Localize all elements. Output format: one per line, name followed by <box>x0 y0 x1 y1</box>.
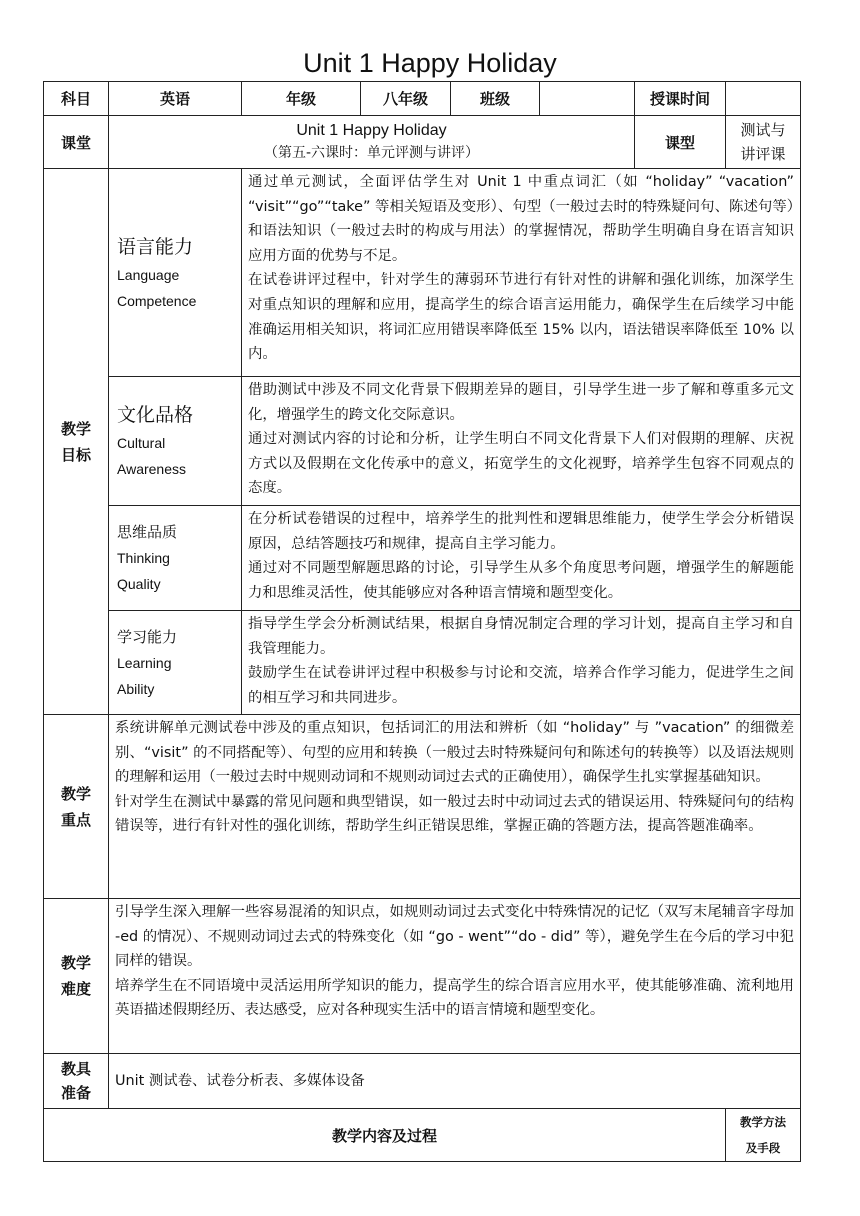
thinking-en1: Thinking <box>117 550 170 566</box>
header-row <box>44 82 801 116</box>
key-points-label-line1: 教学 <box>60 784 91 803</box>
learning-en2: Ability <box>117 680 155 697</box>
tools-label-line1: 教具 <box>60 1060 91 1078</box>
language-en1: Language <box>117 266 180 283</box>
difficulties-content <box>109 899 801 1054</box>
tools-value: Unit 测试卷、试卷分析表、多媒体设备 <box>109 1054 801 1109</box>
thinking-paragraph-1: 在分析试卷错误的过程中，培养学生的批判性和逻辑思维能力，使学生学会分析错误原因，总结答题技巧和规律，提高自主学习能力。 <box>248 511 794 552</box>
language-en2: Competence <box>117 292 197 309</box>
objective-thinking-row <box>44 506 801 611</box>
culture-paragraph-2: 通过对测试内容的讨论和分析，让学生明白不同文化背景下人们对假期的理解、庆祝方式以及假期在文化传承中的意义，拓宽学生的文化视野，培养学生包容不同观点的态度。 <box>248 431 794 497</box>
key-points-paragraph-2: 针对学生在测试中暴露的常见问题和典型错误，如一般过去时中动词过去式的错误运用、特殊疑问句的结构错误等，进行有针对性的强化训练，帮助学生纠正错误思维，掌握正确的答题方法，提高答题准确率。 <box>115 793 794 835</box>
culture-content <box>242 377 801 506</box>
time-label: 授课时间 <box>635 82 726 116</box>
learning-paragraph-2: 鼓励学生在试卷讲评过程中积极参与讨论和交流，培养合作学习能力，促进学生之间的相互学习和共同进步。 <box>248 665 794 706</box>
lesson-title-cell <box>109 116 635 169</box>
document-title: Unit 1 Happy Holiday <box>303 48 557 78</box>
objectives-label-line2: 目标 <box>60 445 91 464</box>
key-points-label <box>44 715 109 899</box>
difficulties-label <box>44 899 109 1054</box>
lesson-type-value <box>726 116 801 169</box>
language-content <box>242 169 801 377</box>
thinking-paragraph-2: 通过对不同题型解题思路的讨论，引导学生从多个角度思考问题，增强学生的解题能力和思维灵活性，使其能够应对各种语言情境和题型变化。 <box>248 560 794 601</box>
learning-cn: 学习能力 <box>117 627 178 646</box>
lesson-row <box>44 116 801 169</box>
key-points-label-line2: 重点 <box>60 810 91 829</box>
objective-culture-row <box>44 377 801 506</box>
lesson-type-line1: 测试与 <box>740 121 786 139</box>
thinking-content <box>242 506 801 611</box>
thinking-cn: 思维品质 <box>117 523 178 541</box>
objectives-label-line1: 教学 <box>60 419 91 438</box>
culture-en1: Cultural <box>117 435 166 451</box>
lesson-type-label: 课型 <box>635 116 726 169</box>
difficulties-paragraph-2: 培养学生在不同语境中灵活运用所学知识的能力，提高学生的综合语言应用水平，使其能够准确、流利地用英语描述假期经历、表达感受，应对各种现实生活中的语言情境和题型变化。 <box>115 977 794 1019</box>
tools-row <box>44 1054 801 1109</box>
learning-paragraph-1: 指导学生学会分析测试结果，根据自身情况制定合理的学习计划，提高自主学习和自我管理能力。 <box>248 616 794 657</box>
culture-dimension <box>109 377 242 506</box>
culture-paragraph-1: 借助测试中涉及不同文化背景下假期差异的题目，引导学生进一步了解和尊重多元文化，增强学生的跨文化交际意识。 <box>248 382 794 423</box>
grade-label: 年级 <box>242 82 361 116</box>
subject-value: 英语 <box>109 82 242 116</box>
learning-content <box>242 611 801 715</box>
key-points-paragraph-1: 系统讲解单元测试卷中涉及的重点知识，包括词汇的用法和辨析（如 “holiday” 与 ”vacation” 的细微差别、“visit” 的不同搭配等）、句型的应用和转换（一般过去时特殊疑问句和陈述句的转换等）以及语法规则的理解和运用（一般过去时中规则动词和不规则动词过去式的正确使用），确保学生扎实掌握基础知识。 <box>115 720 794 786</box>
key-points-row <box>44 715 801 899</box>
culture-en2: Awareness <box>117 461 187 477</box>
language-dimension <box>109 169 242 377</box>
difficulties-label-line1: 教学 <box>60 954 91 972</box>
objectives-label <box>44 169 109 715</box>
thinking-en2: Quality <box>117 576 161 592</box>
culture-cn: 文化品格 <box>117 404 194 426</box>
objective-learning-row <box>44 611 801 715</box>
lesson-label: 课堂 <box>44 116 109 169</box>
class-label: 班级 <box>451 82 540 116</box>
process-method-line2: 及手段 <box>745 1141 781 1155</box>
objective-language-row <box>44 169 801 377</box>
language-paragraph-1: 通过单元测试，全面评估学生对 Unit 1 中重点词汇（如 “holiday” “vacation” “visit”“go”“take” 等相关短语及变形）、句型（一般过去时的特殊疑问句、陈述句等）和语法知识（一般过去时的构成与用法）的掌握情况，帮助学生明确自身在语言知识应用方面的优势与不足。 <box>248 174 794 264</box>
process-method-line1: 教学方法 <box>740 1115 786 1129</box>
lesson-plan-table <box>43 81 801 1162</box>
lesson-subtitle: （第五-六课时：单元评测与讲评） <box>263 145 480 161</box>
key-points-content <box>109 715 801 899</box>
process-method-cell <box>726 1109 801 1162</box>
grade-value: 八年级 <box>361 82 451 116</box>
difficulties-paragraph-1: 引导学生深入理解一些容易混淆的知识点，如规则动词过去式变化中特殊情况的记忆（双写末尾辅音字母加 -ed 的情况）、不规则动词过去式的特殊变化（如 “go - went”“do - did” 等），避免学生在今后的学习中犯同样的错误。 <box>115 904 794 970</box>
difficulties-label-line2: 难度 <box>60 980 91 998</box>
learning-en1: Learning <box>117 654 172 671</box>
difficulties-row <box>44 899 801 1054</box>
thinking-dimension <box>109 506 242 611</box>
tools-label-line2: 准备 <box>60 1084 91 1102</box>
learning-dimension <box>109 611 242 715</box>
process-label: 教学内容及过程 <box>44 1109 726 1162</box>
language-paragraph-2: 在试卷讲评过程中，针对学生的薄弱环节进行有针对性的讲解和强化训练，加深学生对重点知识的理解和应用，提高学生的综合语言运用能力，确保学生在后续学习中能准确运用相关知识，将词汇应用错误率降低至 15% 以内，语法错误率降低至 10% 以内。 <box>248 272 794 363</box>
time-value <box>726 82 801 116</box>
tools-label <box>44 1054 109 1109</box>
class-value <box>540 82 635 116</box>
process-row <box>44 1109 801 1162</box>
lesson-type-line2: 讲评课 <box>740 145 786 163</box>
language-cn: 语言能力 <box>117 235 194 258</box>
lesson-title: Unit 1 Happy Holiday <box>296 122 447 139</box>
subject-label: 科目 <box>44 82 109 116</box>
